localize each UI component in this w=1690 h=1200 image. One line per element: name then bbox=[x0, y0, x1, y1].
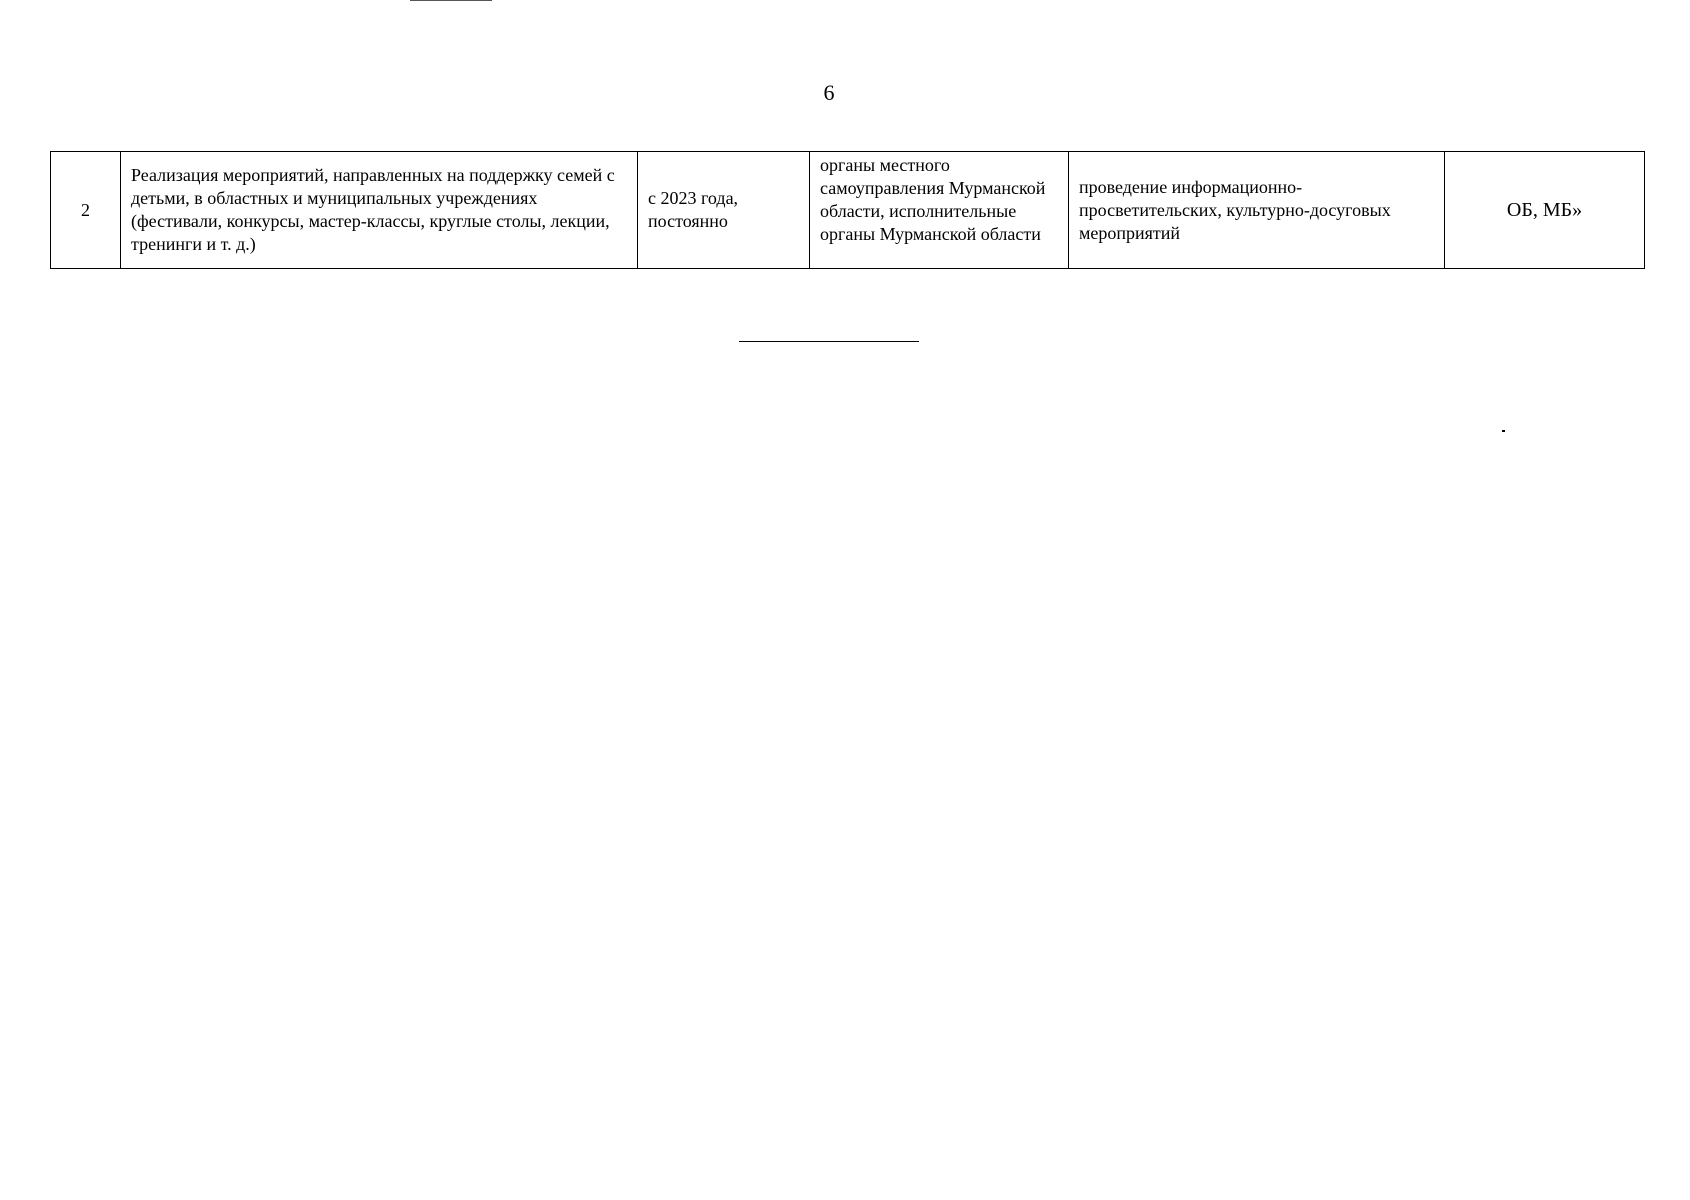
measures-table bbox=[50, 151, 1645, 269]
activity-cell: Реализация мероприятий, направленных на поддержку семей с детьми, в областных и муниципальных учреждениях (фестивали, конкурсы, мастер-классы, круглые столы, лекции, тренинги и т. д.) bbox=[121, 152, 638, 269]
scan-artifact-line bbox=[410, 0, 492, 1]
table-row bbox=[51, 152, 1645, 269]
funding-source-cell: ОБ, МБ» bbox=[1445, 152, 1645, 269]
period-cell: с 2023 года, постоянно bbox=[638, 152, 810, 269]
executors-cell: органы местного самоуправления Мурманской области, исполнительные органы Мурманской области bbox=[810, 152, 1069, 269]
scan-speck bbox=[1502, 430, 1505, 432]
row-number-cell: 2 bbox=[51, 152, 121, 269]
closing-rule-divider bbox=[739, 341, 919, 342]
page-number: 6 bbox=[823, 80, 835, 105]
result-cell: проведение информационно-просветительских, культурно-досуговых мероприятий bbox=[1069, 152, 1445, 269]
